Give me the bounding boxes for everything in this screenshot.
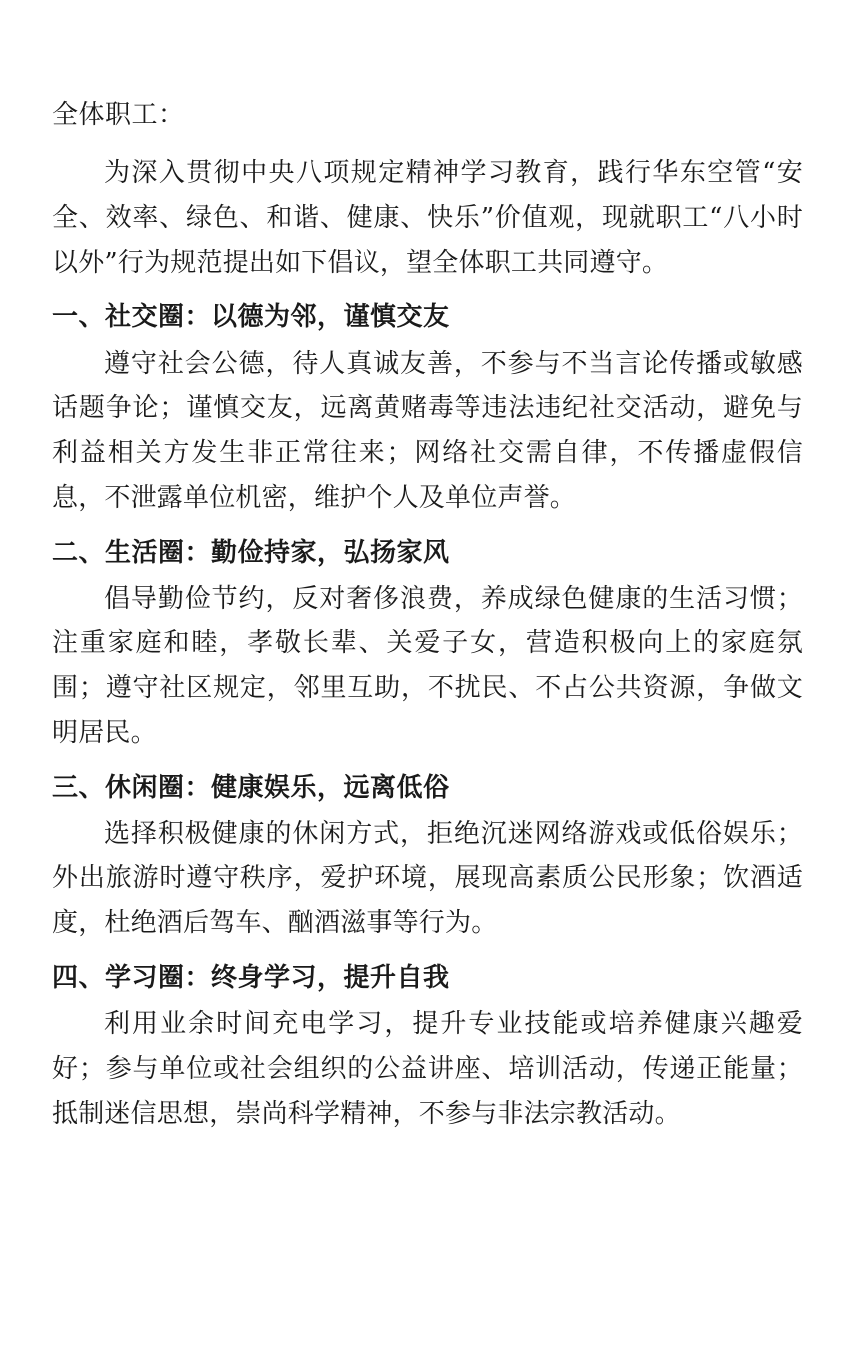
section-body: 倡导勤俭节约，反对奢侈浪费，养成绿色健康的生活习惯；注重家庭和睦，孝敬长辈、关爱子女，营造积极向上的家庭氛围；遵守社区规定，邻里互助，不扰民、不占公共资源，争做文明居民。 <box>52 583 803 748</box>
section-leisure <box>52 766 803 946</box>
section-heading: 四、学习圈：终身学习，提升自我 <box>52 962 450 993</box>
section-body: 利用业余时间充电学习，提升专业技能或培养健康兴趣爱好；参与单位或社会组织的公益讲座、培训活动，传递正能量；抵制迷信思想，崇尚科学精神，不参与非法宗教活动。 <box>52 1009 803 1129</box>
section-body: 遵守社会公德，待人真诚友善，不参与不当言论传播或敏感话题争论；谨慎交友，远离黄赌毒等违法违纪社交活动，避免与利益相关方发生非正常往来；网络社交需自律，不传播虚假信息，不泄露单位机密，维护个人及单位声誉。 <box>52 348 803 513</box>
section-body: 选择积极健康的休闲方式，拒绝沉迷网络游戏或低俗娱乐；外出旅游时遵守秩序，爱护环境，展现高素质公民形象；饮酒适度，杜绝酒后驾车、酗酒滋事等行为。 <box>52 818 803 939</box>
section-heading: 三、休闲圈：健康娱乐，远离低俗 <box>52 772 450 803</box>
salutation: 全体职工： <box>52 100 185 130</box>
section-social <box>52 295 803 520</box>
intro-paragraph: 为深入贯彻中央八项规定精神学习教育，践行华东空管“安全、效率、绿色、和谐、健康、快乐”价值观，现就职工“八小时以外”行为规范提出如下倡议，望全体职工共同遵守。 <box>52 158 803 278</box>
section-life <box>52 531 803 756</box>
section-heading: 二、生活圈：勤俭持家，弘扬家风 <box>52 537 450 568</box>
section-heading: 一、社交圈：以德为邻，谨慎交友 <box>52 302 450 333</box>
section-study <box>52 956 803 1136</box>
